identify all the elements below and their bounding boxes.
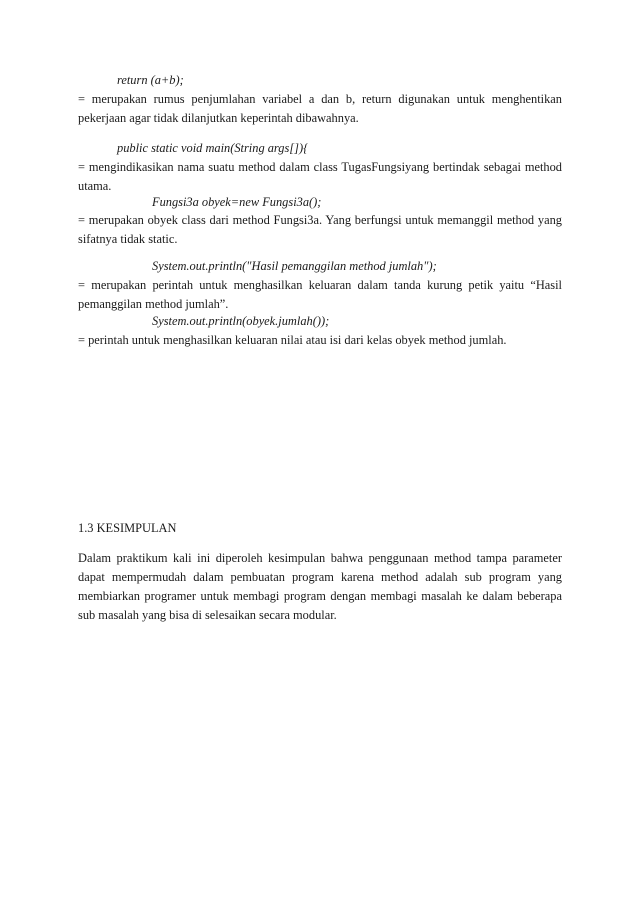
- code-line-main-method: public static void main(String args[]){: [117, 141, 309, 155]
- code-line-println-text: System.out.println("Hasil pemanggilan method jumlah");: [152, 259, 437, 273]
- explanation-return: = merupakan rumus penjumlahan variabel a dan b, return digunakan untuk menghentikan pekerjaan agar tidak dilanjutkan keperintah dibawahnya.: [78, 92, 562, 125]
- section-heading: 1.3 KESIMPULAN: [78, 521, 177, 535]
- explanation-main-method: = mengindikasikan nama suatu method dalam class TugasFungsiyang bertindak sebagai method utama.: [78, 160, 562, 193]
- explanation-println-result: = perintah untuk menghasilkan keluaran nilai atau isi dari kelas obyek method jumlah.: [78, 333, 507, 347]
- explanation-println-text: = merupakan perintah untuk menghasilkan keluaran dalam tanda kurung petik yaitu “Hasil pemanggilan method jumlah”.: [78, 278, 562, 311]
- explanation-object: = merupakan obyek class dari method Fungsi3a. Yang berfungsi untuk memanggil method yang sifatnya tidak static.: [78, 213, 562, 246]
- code-line-println-result: System.out.println(obyek.jumlah());: [152, 314, 330, 328]
- conclusion-paragraph: Dalam praktikum kali ini diperoleh kesimpulan bahwa penggunaan method tampa parameter dapat mempermudah dalam pembuatan program karena method adalah sub program yang membiarkan programer untuk membagi program dengan membagi masalah ke dalam beberapa sub masalah yang bisa di selesaikan secara modular.: [78, 551, 562, 622]
- code-line-return: return (a+b);: [117, 73, 184, 87]
- code-line-object: Fungsi3a obyek=new Fungsi3a();: [152, 195, 322, 209]
